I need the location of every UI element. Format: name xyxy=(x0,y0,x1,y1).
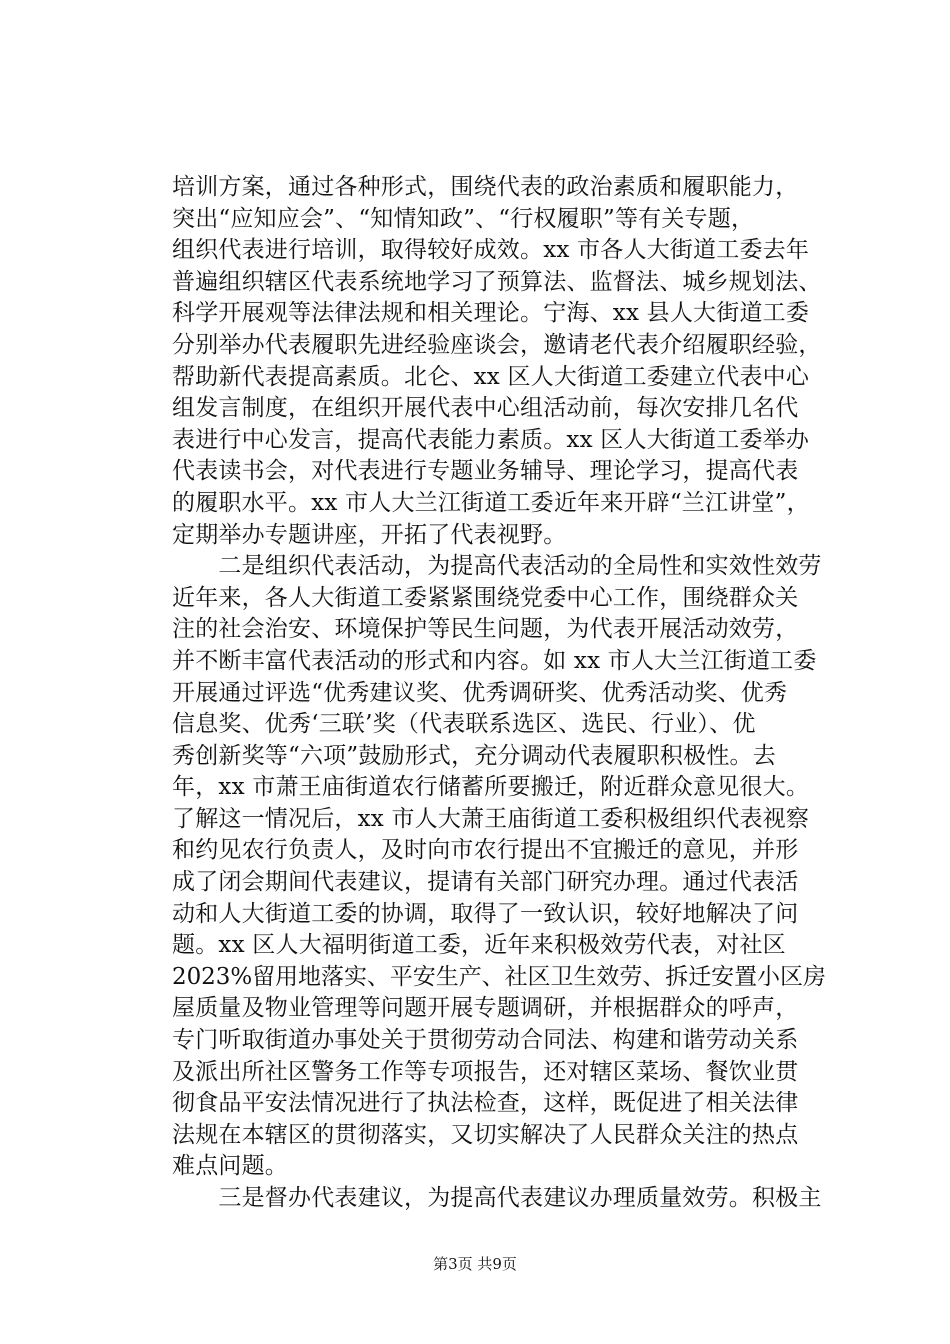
text-line: 组发言制度，在组织开展代表中心组活动前，每次安排几名代 xyxy=(172,395,799,422)
text-line: 彻食品平安法情况进行了执法检查，这样，既促进了相关法律 xyxy=(172,1090,799,1117)
text-line: 和约见农行负责人，及时向市农行提出不宜搬迁的意见，并形 xyxy=(172,837,799,864)
text-line: 法规在本辖区的贯彻落实，又切实解决了人民群众关注的热点 xyxy=(172,1121,799,1148)
text-line: 突出“应知应会”、“知情知政”、“行权履职”等有关专题， xyxy=(172,205,755,232)
text-line: 近年来，各人大街道工委紧紧围绕党委中心工作，围绕群众关 xyxy=(172,584,799,611)
body-text xyxy=(172,172,832,1215)
text-line: 科学开展观等法律法规和相关理论。宁海、xx 县人大街道工委 xyxy=(172,300,810,327)
page-number-footer: 第3页 共9页 xyxy=(433,1255,517,1273)
text-line: 动和人大街道工委的协调，取得了一致认识，较好地解决了问 xyxy=(172,900,799,927)
text-line: 代表读书会，对代表进行专题业务辅导、理论学习，提高代表 xyxy=(172,458,799,485)
text-line: 专门听取街道办事处关于贯彻劳动合同法、构建和谐劳动关系 xyxy=(172,1027,799,1054)
text-line: 开展通过评选“优秀建议奖、优秀调研奖、优秀活动奖、优秀 xyxy=(172,679,788,706)
text-line: 及派出所社区警务工作等专项报告，还对辖区菜场、餐饮业贯 xyxy=(172,1058,799,1085)
text-line: 分别举办代表履职先进经验座谈会，邀请老代表介绍履职经验， xyxy=(172,331,822,358)
text-line: 年，xx 市萧王庙街道农行储蓄所要搬迁，附近群众意见很大。 xyxy=(172,774,810,801)
text-line: 了解这一情况后，xx 市人大萧王庙街道工委积极组织代表视察 xyxy=(172,805,810,832)
text-line: 表进行中心发言，提高代表能力素质。xx 区人大街道工委举办 xyxy=(172,426,810,453)
text-line: 组织代表进行培训，取得较好成效。xx 市各人大街道工委去年 xyxy=(172,237,810,264)
text-line: 二是组织代表活动，为提高代表活动的全局性和实效性效劳 xyxy=(172,553,822,580)
text-line: 培训方案，通过各种形式，围绕代表的政治素质和履职能力， xyxy=(172,174,799,200)
text-line: 信息奖、优秀‘三联’奖（代表联系选区、选民、行业）、优 xyxy=(172,711,756,738)
text-line: 2023%留用地落实、平安生产、社区卫生效劳、拆迁安置小区房 xyxy=(172,963,826,990)
text-line: 难点问题。 xyxy=(172,1153,288,1180)
text-line: 题。xx 区人大福明街道工委，近年来积极效劳代表，对社区 xyxy=(172,932,786,959)
text-line: 普遍组织辖区代表系统地学习了预算法、监督法、城乡规划法、 xyxy=(172,268,822,295)
text-line: 的履职水平。xx 市人大兰江街道工委近年来开辟“兰江讲堂”， xyxy=(172,489,810,516)
text-line: 定期举办专题讲座，开拓了代表视野。 xyxy=(172,521,567,548)
text-line: 秀创新奖等“六项”鼓励形式，充分调动代表履职积极性。去 xyxy=(172,742,776,769)
text-line: 成了闭会期间代表建议，提请有关部门研究办理。通过代表活 xyxy=(172,869,799,896)
text-line: 并不断丰富代表活动的形式和内容。如 xx 市人大兰江街道工委 xyxy=(172,647,817,674)
text-line: 注的社会治安、环境保护等民生问题，为代表开展活动效劳， xyxy=(172,616,799,643)
text-line: 三是督办代表建议，为提高代表建议办理质量效劳。积极主 xyxy=(172,1185,822,1211)
text-line: 帮助新代表提高素质。北仑、xx 区人大街道工委建立代表中心 xyxy=(172,363,810,390)
text-line: 屋质量及物业管理等问题开展专题调研，并根据群众的呼声， xyxy=(172,995,799,1022)
